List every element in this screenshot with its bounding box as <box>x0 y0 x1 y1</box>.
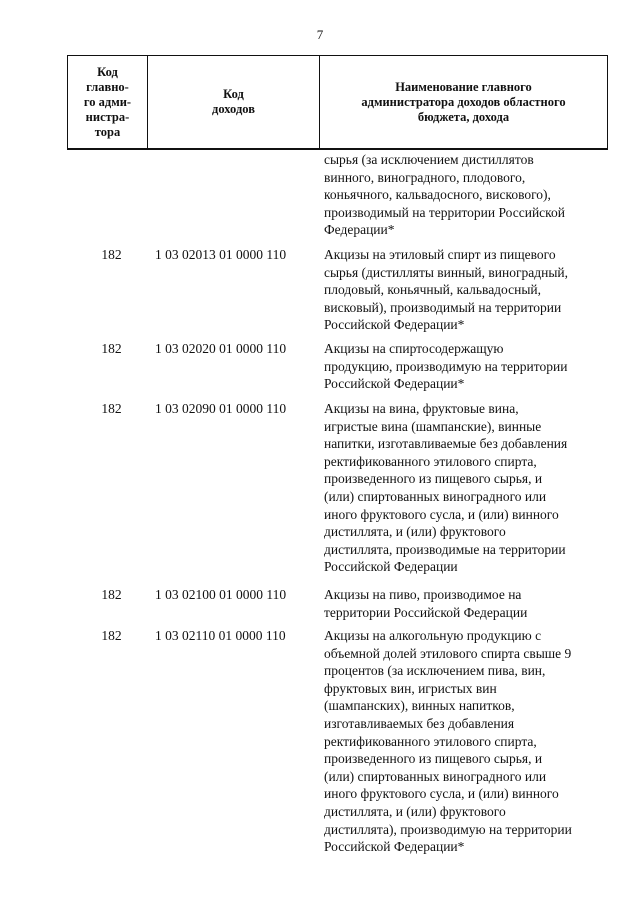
income-code-cell: 1 03 02020 01 0000 110 <box>155 341 287 356</box>
text-line: плодовый, коньячный, кальвадосный, <box>324 282 542 298</box>
income-code-cell: 1 03 02013 01 0000 110 <box>155 247 287 262</box>
admin-code-cell: 182 <box>101 628 122 643</box>
text-line: ректификованного этилового спирта, <box>324 733 537 749</box>
text-line: дистиллята, и (или) фруктового <box>324 803 506 819</box>
text-line: сырья (дистилляты винный, виноградный, <box>324 264 568 280</box>
header-admin-code-text <box>84 65 131 140</box>
text-line: напитки, изготавливаемые без добавления <box>324 436 568 452</box>
text-line: доходов <box>212 102 255 116</box>
text-line: нистра- <box>85 109 130 124</box>
income-code-cell: 1 03 02090 01 0000 110 <box>155 401 287 416</box>
text-line: игристые вина (шампанские), винные <box>324 418 542 434</box>
text-line: (шампанских), винных напитков, <box>324 698 515 714</box>
text-line: Российской Федерации* <box>324 376 465 392</box>
admin-code-cell: 182 <box>101 247 122 262</box>
text-line: производимый на территории Российской <box>324 204 566 220</box>
header-income-code-text <box>212 87 255 117</box>
text-line: бюджета, дохода <box>417 109 510 124</box>
text-line: Акцизы на этиловый спирт из пищевого <box>324 247 556 262</box>
income-name-cell <box>324 627 616 856</box>
page-number: 7 <box>316 27 324 42</box>
text-line: коньячного, кальвадосного, вискового), <box>324 187 551 203</box>
income-name-cell <box>324 151 616 239</box>
text-line: иного фруктового сусла, и (или) винного <box>324 506 559 522</box>
income-code-cell: 1 03 02110 01 0000 110 <box>155 628 286 643</box>
text-line: Наименование главного <box>395 79 532 94</box>
text-line: процентов (за исключением пива, вин, <box>324 663 546 679</box>
header-name-text <box>361 80 565 125</box>
text-line: (или) спиртованных виноградного или <box>324 768 547 784</box>
header-name <box>320 56 607 148</box>
text-line: Акцизы на спиртосодержащую <box>324 341 504 356</box>
text-line: администратора доходов областного <box>361 94 566 109</box>
header-admin-code <box>68 56 148 148</box>
table-header <box>67 55 608 150</box>
text-line: фруктовых вин, игристых вин <box>324 680 497 696</box>
text-line: изготавливаемых без добавления <box>324 715 515 731</box>
text-line: Федерации* <box>324 222 395 238</box>
income-code-cell: 1 03 02100 01 0000 110 <box>155 587 287 602</box>
text-line: винного, виноградного, плодового, <box>324 169 526 185</box>
text-line: дистиллята), производимую на территории <box>324 821 572 837</box>
admin-code-cell: 182 <box>101 401 122 416</box>
admin-code-cell: 182 <box>101 587 122 602</box>
income-name-cell <box>324 246 616 334</box>
text-line: продукцию, производимую на территории <box>324 358 568 374</box>
text-line: Российской Федерации* <box>324 317 465 333</box>
text-line: ректификованного этилового спирта, <box>324 453 537 469</box>
text-line: территории Российской Федерации <box>324 604 528 620</box>
income-name-cell <box>324 586 616 621</box>
text-line: (или) спиртованных виноградного или <box>324 488 547 504</box>
income-name-cell <box>324 340 616 393</box>
text-line: главно- <box>86 79 129 94</box>
text-line: Российской Федерации* <box>324 839 465 855</box>
header-income-code <box>148 56 320 148</box>
text-line: го адми- <box>83 94 132 109</box>
text-line: дистиллята, производимые на территории <box>324 541 566 557</box>
text-line: произведенного из пищевого сырья, и <box>324 471 543 487</box>
text-line: иного фруктового сусла, и (или) винного <box>324 786 559 802</box>
text-line: Акцизы на вина, фруктовые вина, <box>324 401 519 416</box>
text-line: Акцизы на алкогольную продукцию с <box>324 628 542 643</box>
text-line: произведенного из пищевого сырья, и <box>324 751 543 767</box>
admin-code-cell: 182 <box>101 341 122 356</box>
text-line: Код <box>97 64 118 79</box>
text-line: тора <box>94 124 121 139</box>
text-line: Код <box>223 87 244 101</box>
text-line: висковый), производимый на территории <box>324 299 562 315</box>
text-line: объемной долей этилового спирта свыше 9 <box>324 645 572 661</box>
text-line: Российской Федерации <box>324 559 458 575</box>
text-line: сырья (за исключением дистиллятов <box>324 152 534 167</box>
income-name-cell <box>324 400 616 576</box>
text-line: дистиллята, и (или) фруктового <box>324 524 506 540</box>
text-line: Акцизы на пиво, производимое на <box>324 587 522 602</box>
